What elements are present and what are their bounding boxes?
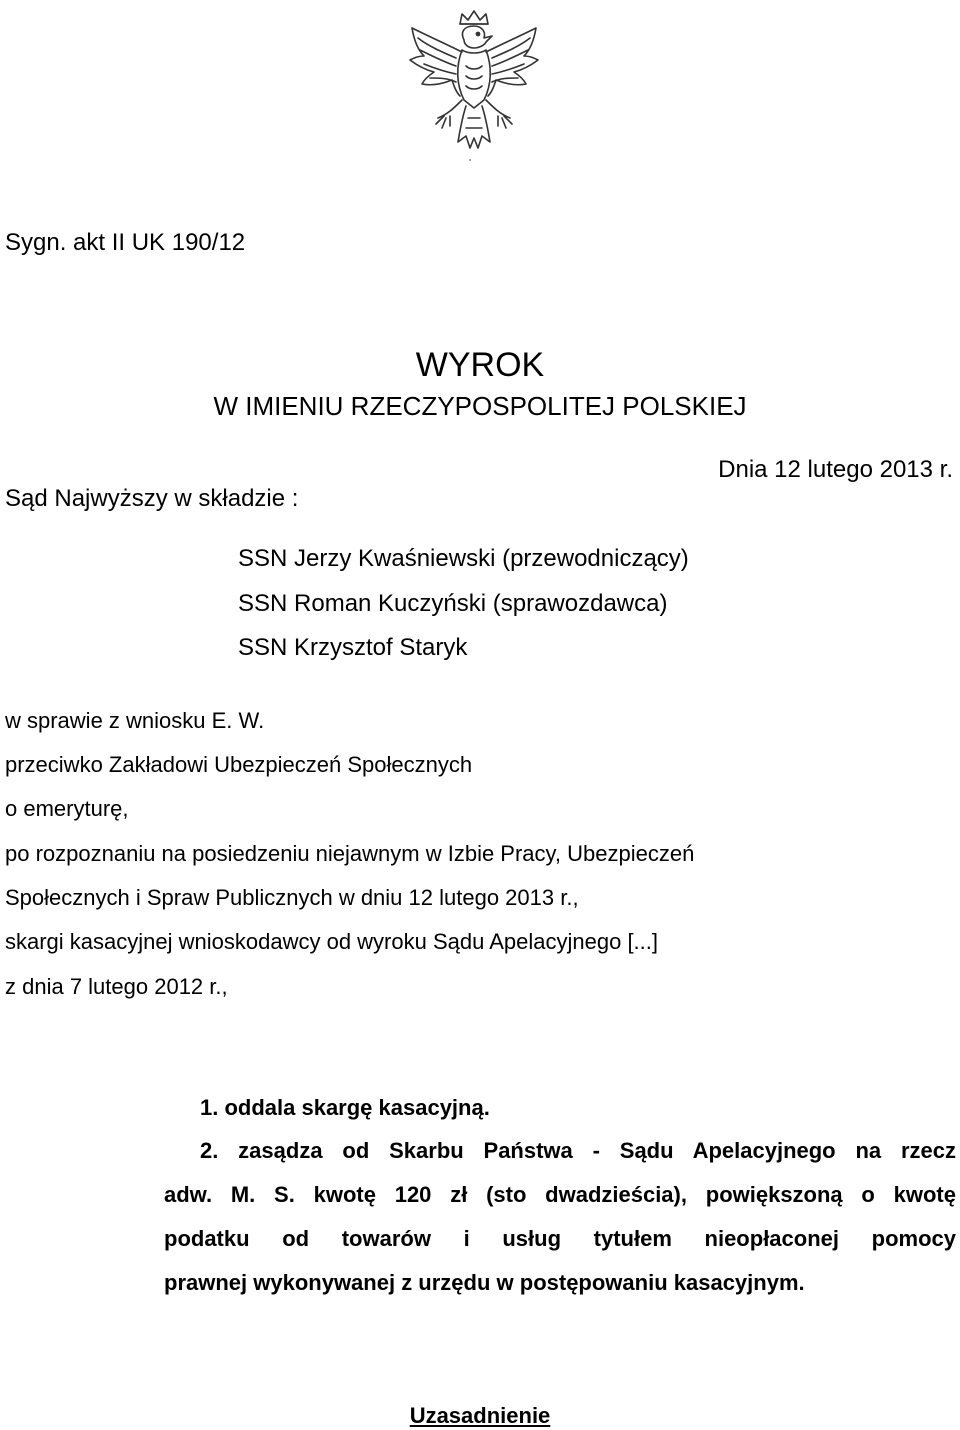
- ruling-line: prawnej wykonywanej z urzędu w postępowaniu kasacyjnym.: [164, 1270, 805, 1295]
- case-line: skargi kasacyjnej wnioskodawcy od wyroku Sądu Apelacyjnego [...]: [5, 929, 659, 954]
- case-line: o emeryturę,: [5, 796, 129, 821]
- case-line: przeciwko Zakładowi Ubezpieczeń Społecznych: [5, 752, 473, 777]
- ruling-line: 1. oddala skargę kasacyjną.: [200, 1095, 490, 1120]
- ruling-line: adw. M. S. kwotę 120 zł (sto dwadzieścia), powiększoną o kwotę: [164, 1182, 956, 1207]
- judge-line: SSN Krzysztof Staryk: [238, 634, 468, 661]
- judge-line: SSN Roman Kuczyński (sprawozdawca): [238, 590, 668, 617]
- ruling-line: podatku od towarów i usług tytułem nieopłaconej pomocy: [164, 1226, 956, 1251]
- judge-line: SSN Jerzy Kwaśniewski (przewodniczący): [238, 545, 689, 572]
- case-line: w sprawie z wniosku E. W.: [5, 708, 265, 733]
- case-line: z dnia 7 lutego 2012 r.,: [5, 974, 228, 999]
- ruling-line: 2. zasądza od Skarbu Państwa - Sądu Apelacyjnego na rzecz: [200, 1138, 956, 1163]
- court-composition-label: Sąd Najwyższy w składzie :: [5, 485, 299, 512]
- case-line: po rozpoznaniu na posiedzeniu niejawnym w Izbie Pracy, Ubezpieczeń: [5, 841, 695, 866]
- case-line: Społecznych i Spraw Publicznych w dniu 12 lutego 2013 r.,: [5, 885, 579, 910]
- polish-eagle-emblem-icon: [398, 6, 550, 166]
- judgment-subtitle: W IMIENIU RZECZYPOSPOLITEJ POLSKIEJ: [213, 391, 747, 421]
- reasons-heading: Uzasadnienie: [409, 1403, 551, 1428]
- judgment-title: WYROK: [415, 346, 545, 384]
- judgment-date: Dnia 12 lutego 2013 r.: [718, 456, 953, 483]
- case-signature: Sygn. akt II UK 190/12: [5, 229, 246, 256]
